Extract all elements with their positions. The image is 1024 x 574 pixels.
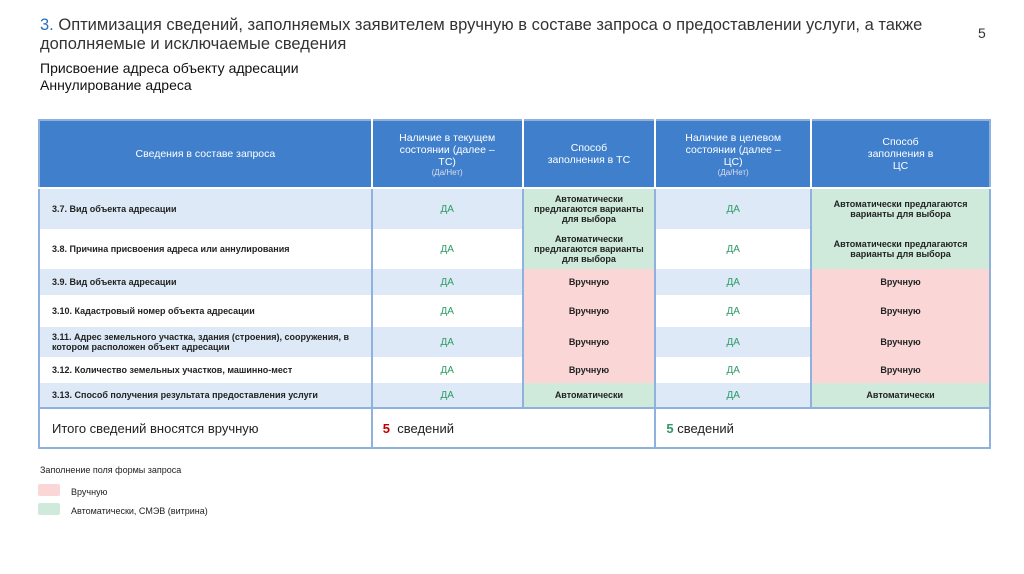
table-row [39, 357, 990, 383]
row-cs: ДА [655, 229, 811, 269]
row-ts-fill: Автоматически предлагаются варианты для выбора [523, 229, 656, 269]
row-ts: ДА [372, 327, 523, 357]
legend-auto-swatch [38, 503, 60, 515]
legend-manual-label: Вручную [71, 487, 108, 497]
table-row [39, 295, 990, 327]
table-header [39, 120, 990, 188]
row-ts-fill: Автоматически [523, 383, 656, 408]
row-cs: ДА [655, 295, 811, 327]
row-cs: ДА [655, 383, 811, 408]
table-row [39, 229, 990, 269]
row-info: 3.11. Адрес земельного участка, здания (строения), сооружения, в котором расположен объект адресации [39, 327, 372, 357]
row-info: 3.7. Вид объекта адресации [39, 188, 372, 229]
row-ts: ДА [372, 357, 523, 383]
row-info: 3.8. Причина присвоения адреса или аннулирования [52, 244, 290, 254]
header-ts: Наличие в текущем состоянии (далее – ТС) (Да/Нет) [372, 120, 523, 188]
data-table [38, 119, 991, 449]
slide-title: 3. Оптимизация сведений, заполняемых заявителем вручную в составе запроса о предоставлении услуги, а также дополняемые и исключаемые сведения [40, 16, 923, 53]
legend-auto-label: Автоматически, СМЭВ (витрина) [71, 506, 208, 516]
row-info: 3.9. Вид объекта адресации [39, 269, 372, 295]
row-ts-fill: Вручную [523, 357, 656, 383]
row-cs-fill: Автоматически предлагаются варианты для выбора [811, 229, 990, 269]
table-row [39, 269, 990, 295]
row-cs-fill: Вручную [811, 295, 990, 327]
row-cs: ДА [655, 357, 811, 383]
total-label: Итого сведений вносятся вручную [39, 408, 372, 448]
header-ts-fill: Способ заполнения в ТС [523, 120, 656, 188]
row-info: 3.12. Количество земельных участков, машинно-мест [52, 365, 293, 375]
row-cs-fill: Вручную [811, 357, 990, 383]
row-ts: ДА [372, 295, 523, 327]
row-ts: ДА [372, 188, 523, 229]
header-info: Сведения в составе запроса [39, 120, 372, 188]
total-ts: 5 сведений [372, 408, 656, 448]
subtitle-assign: Присвоение адреса объекту адресации [40, 60, 299, 76]
row-info: 3.10. Кадастровый номер объекта адресации [52, 306, 255, 316]
page-number: 5 [978, 25, 986, 41]
row-cs-fill: Вручную [811, 327, 990, 357]
row-ts-fill: Вручную [523, 327, 656, 357]
row-ts-fill: Вручную [523, 295, 656, 327]
row-cs: ДА [655, 188, 811, 229]
row-info: 3.13. Способ получения результата предоставления услуги [39, 383, 372, 408]
table-row [39, 327, 990, 357]
table-row [39, 188, 990, 229]
subtitle-annul: Аннулирование адреса [40, 77, 192, 93]
row-cs: ДА [655, 327, 811, 357]
header-cs-fill: Способ заполнения в ЦС [811, 120, 990, 188]
table-row [39, 383, 990, 408]
header-cs: Наличие в целевом состоянии (далее – ЦС) (Да/Нет) [655, 120, 811, 188]
legend-manual-swatch [38, 484, 60, 496]
row-ts: ДА [372, 383, 523, 408]
row-cs-fill: Автоматически [811, 383, 990, 408]
row-cs-fill: Автоматически предлагаются варианты для выбора [811, 188, 990, 229]
row-ts-fill: Вручную [523, 269, 656, 295]
row-cs-fill: Вручную [811, 269, 990, 295]
total-row [39, 408, 990, 448]
row-ts: ДА [372, 269, 523, 295]
row-ts: ДА [372, 229, 523, 269]
row-ts-fill: Автоматически предлагаются варианты для выбора [523, 188, 656, 229]
legend-title: Заполнение поля формы запроса [40, 465, 182, 475]
row-cs: ДА [655, 269, 811, 295]
total-cs: 5 сведений [655, 408, 990, 448]
